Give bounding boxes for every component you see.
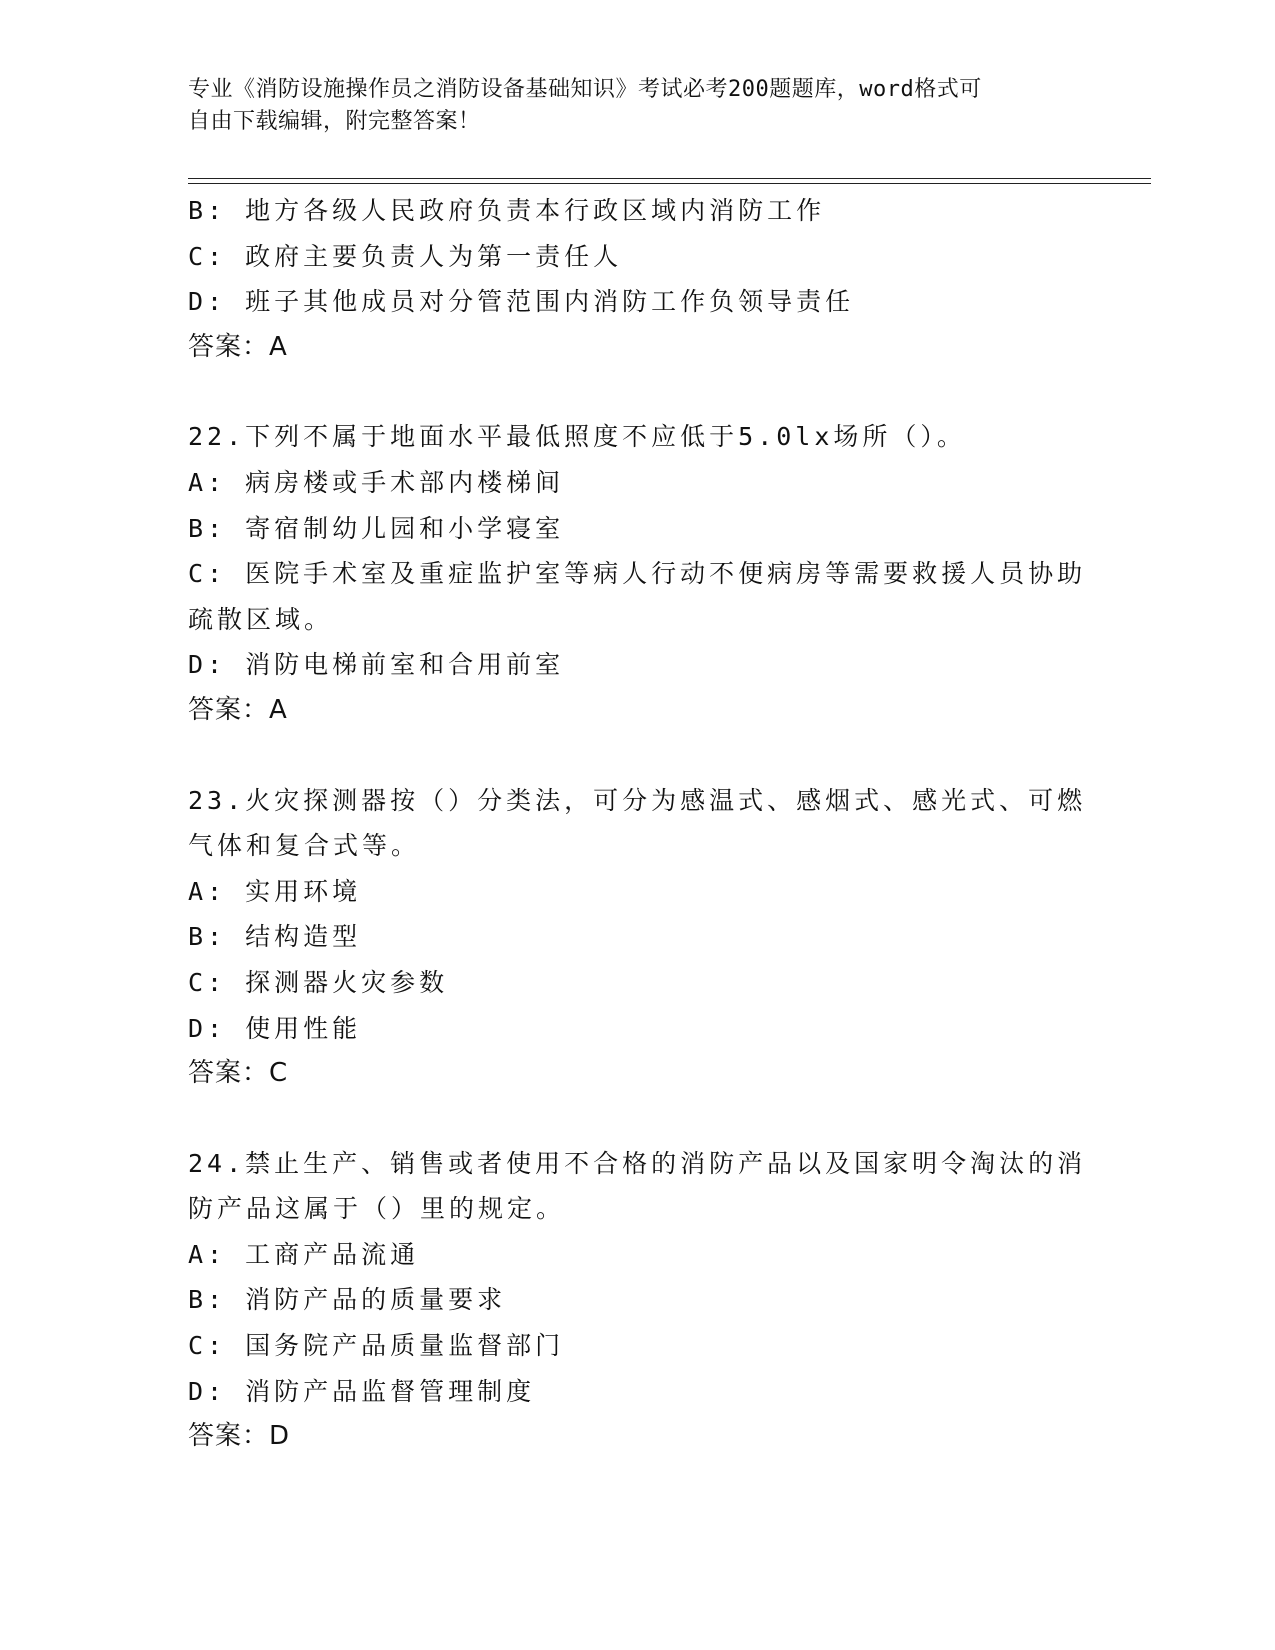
option-b: B: 地方各级人民政府负责本行政区域内消防工作 [188,196,826,225]
header-divider-bottom [188,183,1151,184]
header-divider-top [188,178,1151,179]
question-spacer [188,734,1088,778]
header-title-line-1: 专业《消防设施操作员之消防设备基础知识》考试必考200题题库，word格式可 [188,77,982,102]
option-a: A: 实用环境 [188,876,362,906]
question-text-line-2: 防产品这属于（）里的规定。 [188,1194,566,1224]
question-spacer [188,1097,1088,1141]
question-22 [188,414,1088,733]
answer: 答案：D [188,1421,291,1452]
question-text: 22.下列不属于地面水平最低照度不应低于5.0lx场所（）。 [188,422,966,452]
option-c-line-2: 疏散区域。 [188,604,334,634]
option-b: B: 寄宿制幼儿园和小学寝室 [188,513,565,543]
question-text-line-1: 23.火灾探测器按（）分类法，可分为感温式、感烟式、感光式、可燃 [188,785,1087,815]
option-c-line-1: C: 医院手术室及重症监护室等病人行动不便病房等需要救援人员协助 [188,559,1087,589]
option-c: C: 探测器火灾参数 [188,967,449,997]
option-d: D: 消防电梯前室和合用前室 [188,650,565,680]
option-a: A: 工商产品流通 [188,1239,420,1269]
header-title-line-2: 自由下载编辑，附完整答案！ [188,109,481,134]
question-24 [188,1141,1088,1460]
option-c: C: 国务院产品质量监督部门 [188,1331,565,1361]
question-text-line-2: 气体和复合式等。 [188,831,421,861]
question-23 [188,778,1088,1097]
option-b: B: 结构造型 [188,922,362,952]
question-spacer [188,370,1088,414]
option-c: C: 政府主要负责人为第一责任人 [188,241,623,271]
question-21-tail [188,188,1088,370]
option-a: A: 病房楼或手术部内楼梯间 [188,467,565,497]
option-b: B: 消防产品的质量要求 [188,1285,507,1315]
answer: 答案：C [188,1058,289,1089]
question-list [188,188,1088,1460]
option-d: D: 消防产品监督管理制度 [188,1376,536,1406]
option-d: D: 使用性能 [188,1013,362,1043]
option-d: D: 班子其他成员对分管范围内消防工作负领导责任 [188,287,855,317]
document-header [188,74,1068,138]
answer: 答案：A [188,694,288,725]
answer: 答案：A [188,331,288,362]
question-text-line-1: 24.禁止生产、销售或者使用不合格的消防产品以及国家明令淘汰的消 [188,1148,1087,1178]
